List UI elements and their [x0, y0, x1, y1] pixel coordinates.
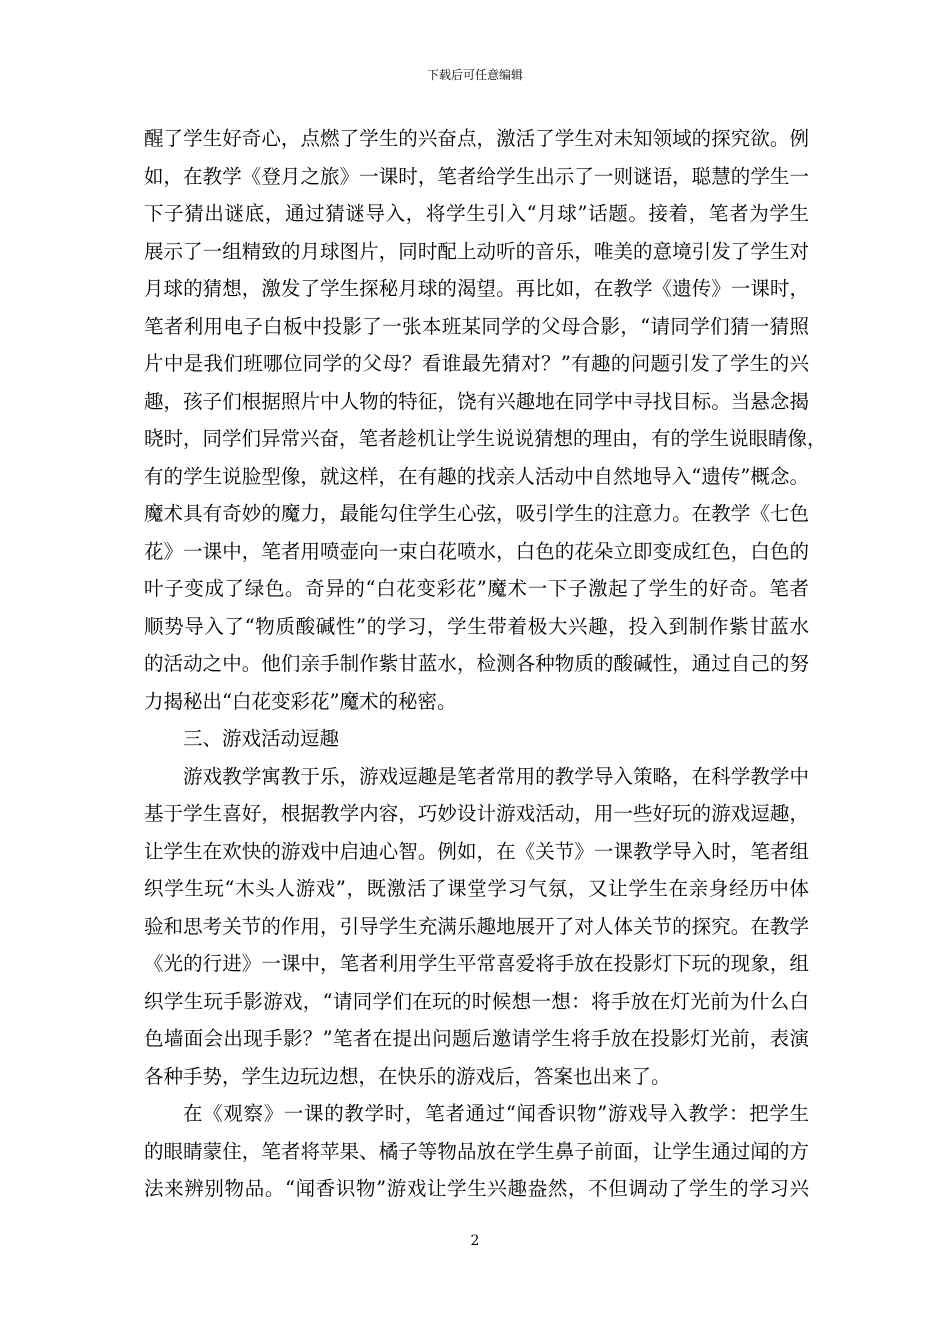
text-line: 晓时，同学们异常兴奋，笔者趁机让学生说说猜想的理由，有的学生说眼睛像，	[144, 427, 827, 450]
text-line: 下子猜出谜底，通过猜谜导入，将学生引入“月球”话题。接着，笔者为学生	[144, 202, 809, 225]
text-line: 让学生在欢快的游戏中启迪心智。例如，在《关节》一课教学导入时，笔者组	[144, 839, 809, 863]
text-line: 色墙面会出现手影？”笔者在提出问题后邀请学生将手放在投影灯光前，表演	[144, 1027, 809, 1050]
text-line: 在《观察》一课的教学时，笔者通过“闻香识物”游戏导入教学：把学生	[183, 1102, 809, 1125]
text-line: 法来辨别物品。“闻香识物”游戏让学生兴趣盎然，不但调动了学生的学习兴	[144, 1177, 809, 1200]
page-number: 2	[470, 1233, 480, 1249]
text-line: 展示了一组精致的月球图片，同时配上动听的音乐，唯美的意境引发了学生对	[144, 239, 809, 263]
text-line: 验和思考关节的作用，引导学生充满乐趣地展开了对人体关节的探究。在教学	[144, 914, 809, 938]
text-line: 有的学生说脸型像，就这样，在有趣的找亲人活动中自然地导入“遗传”概念。	[144, 464, 809, 488]
text-line: 的眼睛蒙住，笔者将苹果、橘子等物品放在学生鼻子前面，让学生通过闻的方	[144, 1139, 809, 1163]
text-line: 魔术具有奇妙的魔力，最能勾住学生心弦，吸引学生的注意力。在教学《七色	[144, 502, 809, 525]
text-line: 的活动之中。他们亲手制作紫甘蓝水，检测各种物质的酸碱性，通过自己的努	[144, 652, 809, 675]
text-line: 顺势导入了“物质酸碱性”的学习，学生带着极大兴趣，投入到制作紫甘蓝水	[144, 614, 809, 638]
document-body	[144, 120, 827, 1208]
text-line: 叶子变成了绿色。奇异的“白花变彩花”魔术一下子激起了学生的好奇。笔者	[144, 577, 809, 600]
text-line: 《光的行进》一课中，笔者利用学生平常喜爱将手放在投影灯下玩的现象，组	[144, 952, 809, 975]
text-line: 基于学生喜好，根据教学内容，巧妙设计游戏活动，用一些好玩的游戏逗趣，	[144, 802, 809, 825]
text-line: 各种手势，学生边玩边想，在快乐的游戏后，答案也出来了。	[144, 1064, 671, 1088]
text-line: 笔者利用电子白板中投影了一张本班某同学的父母合影，“请同学们猜一猜照	[144, 314, 809, 338]
text-line: 如，在教学《登月之旅》一课时，笔者给学生出示了一则谜语，聪慧的学生一	[144, 164, 809, 188]
text-line: 游戏教学寓教于乐，游戏逗趣是笔者常用的教学导入策略，在科学教学中	[183, 764, 809, 788]
text-line: 月球的猜想，激发了学生探秘月球的渴望。再比如，在教学《遗传》一课时，	[144, 277, 809, 300]
text-line: 三、游戏活动逗趣	[183, 727, 340, 750]
text-line: 醒了学生好奇心，点燃了学生的兴奋点，激活了学生对未知领域的探究欲。例	[144, 127, 809, 150]
text-line: 织学生玩“木头人游戏”，既激活了课堂学习气氛，又让学生在亲身经历中体	[144, 877, 809, 900]
text-line: 织学生玩手影游戏，“请同学们在玩的时候想一想：将手放在灯光前为什么白	[144, 989, 809, 1013]
page-header: 下载后可任意编辑	[426, 68, 523, 82]
text-line: 力揭秘出“白花变彩花”魔术的秘密。	[144, 689, 457, 713]
text-line: 片中是我们班哪位同学的父母？看谁最先猜对？”有趣的问题引发了学生的兴	[144, 352, 809, 375]
text-line: 趣，孩子们根据照片中人物的特征，饶有兴趣地在同学中寻找目标。当悬念揭	[144, 389, 809, 413]
text-line: 花》一课中，笔者用喷壶向一束白花喷水，白色的花朵立即变成红色，白色的	[144, 539, 809, 563]
